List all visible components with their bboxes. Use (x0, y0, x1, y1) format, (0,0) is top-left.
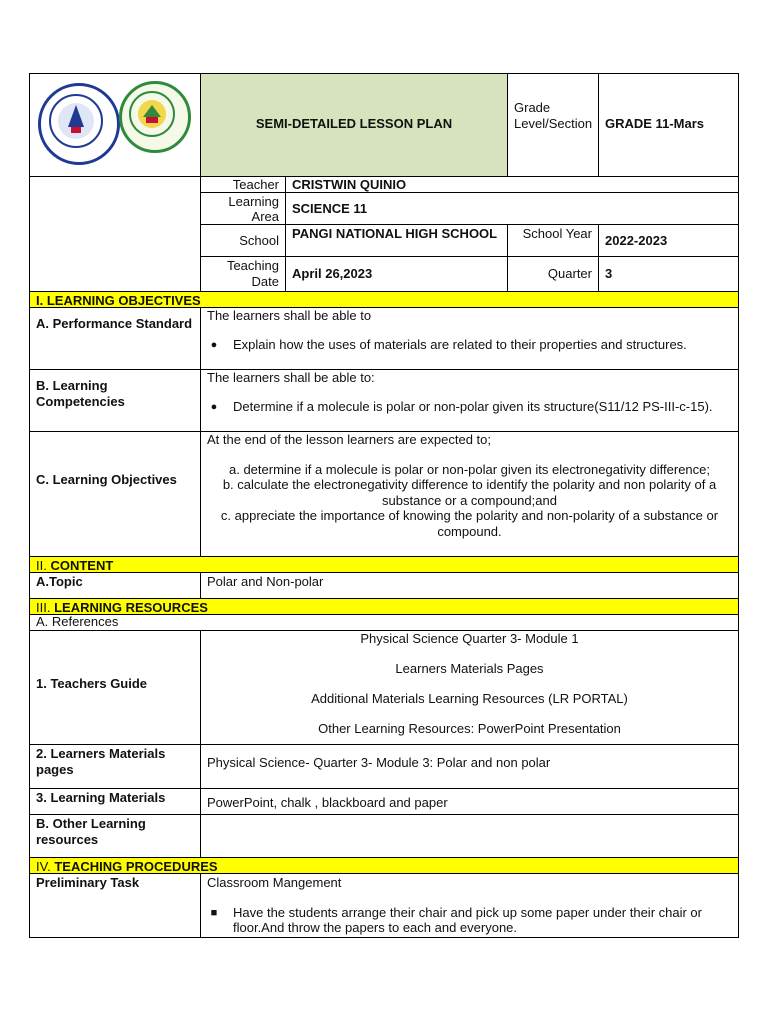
section-procedures-number: IV. (36, 859, 51, 874)
school-label: School (239, 233, 279, 248)
bullet-dot-icon: ● (210, 339, 218, 351)
objective-c: c. appreciate the importance of knowing the polarity and non-polarity of a substance or compound. (220, 508, 719, 539)
teacher-label-cell (200, 176, 286, 193)
learning-area-label-cell (200, 192, 286, 225)
learning-materials-value-cell (200, 788, 739, 815)
lesson-plan-table (29, 73, 739, 938)
quarter-label: Quarter (547, 266, 592, 281)
school-seal (119, 81, 191, 153)
teaching-date-value: April 26,2023 (292, 266, 373, 281)
teaching-date-label-cell (200, 256, 286, 292)
preliminary-task-label: Preliminary Task (36, 875, 140, 890)
references-row (29, 614, 739, 631)
school-value-cell (285, 224, 508, 257)
section-learning-objectives (29, 291, 739, 308)
other-resources-label: B. Other Learning resources (36, 816, 146, 847)
performance-intro: The learners shall be able to (207, 308, 372, 323)
teachers-guide-line-1: Physical Science Quarter 3- Module 1 (360, 631, 579, 646)
preliminary-task-content (200, 873, 739, 938)
grade-level-label: Grade Level/Section (514, 100, 593, 131)
section-content-title: CONTENT (50, 558, 114, 573)
objectives-label-cell (29, 431, 201, 557)
section-content-number: II. (36, 558, 47, 573)
grade-level-value: GRADE 11-Mars (605, 116, 704, 131)
other-resources-label-cell (29, 814, 201, 858)
grade-level-value-cell (598, 73, 739, 177)
learning-area-value: SCIENCE 11 (292, 201, 368, 216)
topic-label: A.Topic (36, 574, 83, 589)
quarter-value-cell (598, 256, 739, 292)
teaching-date-value-cell (285, 256, 508, 292)
competencies-content (200, 369, 739, 432)
teachers-guide-content (200, 630, 739, 745)
lesson-plan-title: SEMI-DETAILED LESSON PLAN (255, 116, 453, 131)
preliminary-intro: Classroom Mangement (207, 875, 342, 890)
section-learning-resources (29, 598, 739, 615)
teacher-value: CRISTWIN QUINIO (292, 177, 407, 192)
topic-value-cell (200, 572, 739, 599)
learning-materials-label-cell (29, 788, 201, 815)
competencies-intro: The learners shall be able to: (207, 370, 375, 385)
teacher-value-cell (285, 176, 739, 193)
teachers-guide-label: 1. Teachers Guide (36, 676, 148, 691)
competencies-label: B. Learning Competencies (36, 378, 125, 409)
section-teaching-procedures (29, 857, 739, 874)
objectives-label: C. Learning Objectives (36, 472, 177, 487)
info-left-blank (29, 176, 201, 292)
teachers-guide-line-2: Learners Materials Pages (395, 661, 544, 676)
section-resources-title: LEARNING RESOURCES (54, 600, 208, 615)
school-year-value-cell (598, 224, 739, 257)
section-learning-objectives-title: I. LEARNING OBJECTIVES (36, 293, 201, 308)
bullet-dot-icon: ● (210, 401, 218, 413)
objectives-intro: At the end of the lesson learners are expected to; (207, 432, 492, 447)
teacher-label: Teacher (232, 177, 279, 192)
learners-materials-label-cell (29, 744, 201, 789)
teaching-date-label: Teaching Date (226, 258, 279, 289)
learning-materials-value: PowerPoint, chalk , blackboard and paper (207, 795, 448, 810)
grade-level-label-cell (507, 73, 599, 177)
teachers-guide-label-cell (29, 630, 201, 745)
school-year-label: School Year (522, 226, 592, 241)
school-year-label-cell (507, 224, 599, 257)
topic-value: Polar and Non-polar (207, 574, 324, 589)
topic-label-cell (29, 572, 201, 599)
learning-materials-label: 3. Learning Materials (36, 790, 166, 805)
other-resources-value-cell (200, 814, 739, 858)
section-procedures-title: TEACHING PROCEDURES (54, 859, 218, 874)
objective-a: a. determine if a molecule is polar or non-polar given its electronegativity difference; (228, 461, 710, 477)
school-label-cell (200, 224, 286, 257)
learners-materials-label: 2. Learners Materials pages (36, 746, 166, 777)
learners-materials-value: Physical Science- Quarter 3- Module 3: Polar and non polar (207, 755, 551, 770)
logo-cell (29, 73, 201, 177)
performance-bullet: Explain how the uses of materials are related to their properties and structures. (233, 337, 687, 352)
section-content (29, 556, 739, 573)
school-value: PANGI NATIONAL HIGH SCHOOL (292, 226, 498, 241)
teachers-guide-line-4: Other Learning Resources: PowerPoint Presentation (318, 721, 621, 736)
deped-seal (38, 83, 120, 165)
learners-materials-value-cell (200, 744, 739, 789)
quarter-value: 3 (605, 266, 613, 281)
learning-area-label: Learning Area (228, 194, 279, 224)
bullet-square-icon: ■ (210, 906, 218, 919)
performance-standard-label-cell (29, 307, 201, 370)
competencies-bullet: Determine if a molecule is polar or non-polar given its structure(S11/12 PS-III-c-15). (233, 399, 713, 414)
quarter-label-cell (507, 256, 599, 292)
school-year-value: 2022-2023 (605, 233, 668, 248)
objective-b: b. calculate the electronegativity difference to identify the polarity and non polarity of a substance or a compound;and (222, 477, 717, 508)
competencies-label-cell (29, 369, 201, 432)
teachers-guide-line-3: Additional Materials Learning Resources (LR PORTAL) (311, 691, 628, 706)
references-label: A. References (36, 614, 119, 629)
preliminary-task-label-cell (29, 873, 201, 938)
objectives-content (200, 431, 739, 557)
learning-area-value-cell (285, 192, 739, 225)
lesson-plan-title-cell (200, 73, 508, 177)
section-resources-number: III. (36, 600, 51, 615)
performance-standard-label: A. Performance Standard (36, 316, 193, 331)
preliminary-bullet: Have the students arrange their chair and pick up some paper under their chair or floor.And throw the papers to each and everyone. (233, 904, 702, 935)
performance-standard-content (200, 307, 739, 370)
